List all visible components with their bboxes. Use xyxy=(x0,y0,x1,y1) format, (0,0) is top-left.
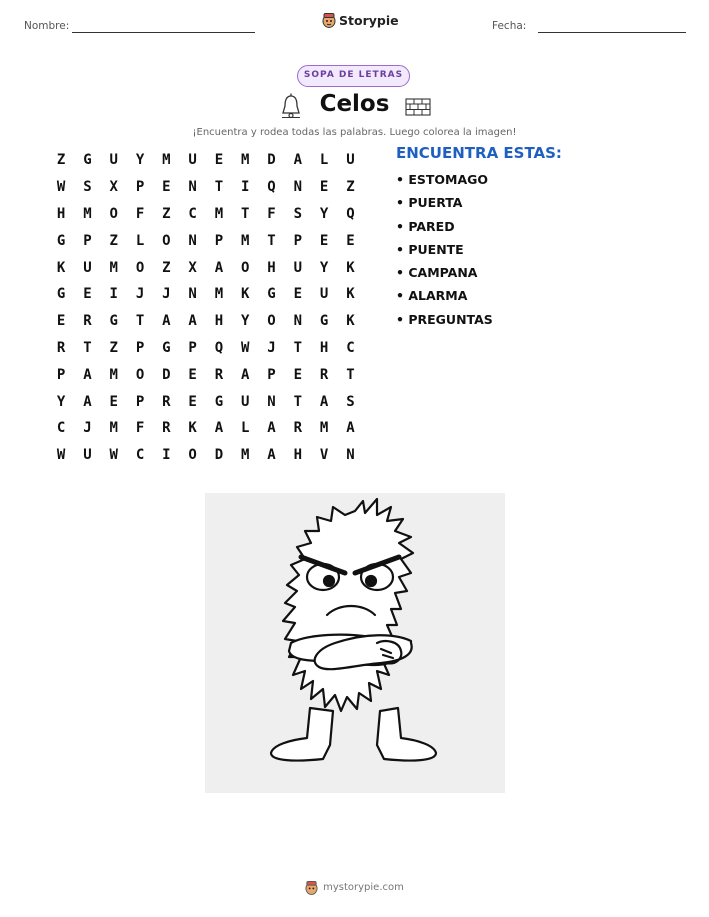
footer-url: mystorypie.com xyxy=(323,882,404,893)
grid-letter: G xyxy=(319,313,329,330)
grid-letter: N xyxy=(293,313,303,330)
grid-letter: S xyxy=(293,205,303,222)
grid-letter: A xyxy=(214,420,224,437)
grid-letter: R xyxy=(162,420,171,437)
grid-letter: O xyxy=(135,366,145,383)
grid-letter: M xyxy=(241,152,250,169)
grid-letter: W xyxy=(109,447,118,464)
grid-letter: S xyxy=(346,393,355,410)
grid-letter: H xyxy=(319,339,329,356)
word-item: • ESTOMAGO xyxy=(396,172,489,187)
grid-letter: Q xyxy=(267,179,276,196)
grid-letter: Q xyxy=(214,339,224,356)
word-item: • PARED xyxy=(396,218,455,234)
grid-letter: D xyxy=(162,366,171,383)
grid-row xyxy=(48,254,364,281)
grid-letter: P xyxy=(293,232,303,249)
grid-letter: O xyxy=(267,313,276,330)
grid-letter: T xyxy=(346,366,355,383)
grid-letter: K xyxy=(241,286,250,303)
storypie-logo-icon xyxy=(322,12,336,28)
grid-letter: Y xyxy=(319,205,329,222)
grid-row xyxy=(48,281,364,308)
grid-letter: H xyxy=(293,447,303,464)
grid-letter: P xyxy=(135,339,145,356)
grid-row xyxy=(48,388,364,415)
grid-letter: H xyxy=(214,313,224,330)
grid-letter: O xyxy=(109,205,118,222)
grid-letter: H xyxy=(56,205,66,222)
grid-letter: E xyxy=(319,179,329,196)
activity-badge: SOPA DE LETRAS xyxy=(297,65,410,87)
grid-letter: A xyxy=(188,313,197,330)
grid-letter: N xyxy=(188,232,197,249)
grid-letter: V xyxy=(319,447,329,464)
grid-letter: A xyxy=(214,259,224,276)
grid-letter: A xyxy=(267,447,276,464)
grid-letter: E xyxy=(293,286,303,303)
grid-row xyxy=(48,227,364,254)
grid-letter: G xyxy=(109,313,118,330)
grid-letter: T xyxy=(135,313,145,330)
grid-letter: C xyxy=(346,339,355,356)
grid-letter: M xyxy=(109,420,118,437)
grid-letter: U xyxy=(83,447,92,464)
grid-row xyxy=(48,308,364,335)
grid-letter: Y xyxy=(135,152,145,169)
grid-letter: M xyxy=(214,286,224,303)
name-line xyxy=(72,32,255,33)
grid-letter: Z xyxy=(109,232,118,249)
grid-letter: A xyxy=(319,393,329,410)
grid-letter: A xyxy=(267,420,276,437)
grid-letter: J xyxy=(162,286,171,303)
grid-row xyxy=(48,361,364,388)
grid-letter: J xyxy=(83,420,92,437)
grid-letter: N xyxy=(346,447,355,464)
grid-letter: K xyxy=(56,259,66,276)
grid-letter: J xyxy=(135,286,145,303)
grid-letter: W xyxy=(241,339,250,356)
grid-letter: P xyxy=(214,232,224,249)
grid-letter: K xyxy=(188,420,197,437)
grid-letter: A xyxy=(293,152,303,169)
grid-letter: G xyxy=(56,286,66,303)
brand xyxy=(322,12,399,28)
grid-letter: T xyxy=(293,339,303,356)
word-item: • PUERTA xyxy=(396,195,463,211)
grid-letter: Q xyxy=(346,205,355,222)
grid-letter: O xyxy=(135,259,145,276)
grid-letter: M xyxy=(241,447,250,464)
footer xyxy=(0,880,709,895)
grid-letter: M xyxy=(83,205,92,222)
grid-letter: E xyxy=(188,393,197,410)
grid-letter: N xyxy=(267,393,276,410)
grid-letter: M xyxy=(109,366,118,383)
word-item: • ALARMA xyxy=(396,288,468,304)
grid-letter: E xyxy=(162,179,171,196)
grid-letter: Z xyxy=(162,205,171,222)
grid-letter: E xyxy=(346,232,355,249)
grid-letter: G xyxy=(83,152,92,169)
brick-wall-icon xyxy=(405,98,431,116)
grid-letter: E xyxy=(214,152,224,169)
grid-letter: Y xyxy=(241,313,250,330)
grid-letter: M xyxy=(162,152,171,169)
grid-letter: P xyxy=(135,393,145,410)
grid-letter: W xyxy=(56,179,66,196)
grid-letter: U xyxy=(346,152,355,169)
word-list xyxy=(396,171,493,334)
grid-letter: P xyxy=(267,366,276,383)
grid-letter: X xyxy=(109,179,118,196)
grid-letter: R xyxy=(162,393,171,410)
grid-letter: F xyxy=(267,205,276,222)
word-item: • CAMPANA xyxy=(396,265,478,281)
coloring-picture xyxy=(205,493,505,793)
word-search-grid xyxy=(48,147,364,469)
grid-letter: T xyxy=(241,205,250,222)
grid-letter: E xyxy=(293,366,303,383)
grid-letter: T xyxy=(83,339,92,356)
grid-letter: I xyxy=(109,286,118,303)
grid-letter: P xyxy=(135,179,145,196)
grid-letter: O xyxy=(162,232,171,249)
grid-letter: S xyxy=(83,179,92,196)
grid-letter: G xyxy=(267,286,276,303)
grid-letter: R xyxy=(56,339,66,356)
grid-letter: H xyxy=(267,259,276,276)
grid-letter: Y xyxy=(319,259,329,276)
grid-letter: W xyxy=(56,447,66,464)
grid-letter: P xyxy=(188,339,197,356)
date-line xyxy=(538,32,686,33)
grid-letter: A xyxy=(346,420,355,437)
grid-letter: U xyxy=(188,152,197,169)
grid-letter: E xyxy=(56,313,66,330)
grid-letter: U xyxy=(83,259,92,276)
word-item: • PREGUNTAS xyxy=(396,311,493,327)
grid-letter: U xyxy=(109,152,118,169)
grid-letter: Z xyxy=(346,179,355,196)
grid-row xyxy=(48,174,364,201)
grid-row xyxy=(48,335,364,362)
grid-letter: N xyxy=(188,286,197,303)
grid-letter: Y xyxy=(56,393,66,410)
grid-letter: N xyxy=(188,179,197,196)
date-label: Fecha: xyxy=(492,20,527,32)
grid-letter: A xyxy=(83,393,92,410)
grid-letter: K xyxy=(346,286,355,303)
grid-row xyxy=(48,147,364,174)
grid-letter: E xyxy=(319,232,329,249)
grid-letter: L xyxy=(135,232,145,249)
grid-letter: I xyxy=(241,179,250,196)
grid-letter: T xyxy=(214,179,224,196)
grid-letter: U xyxy=(241,393,250,410)
grid-letter: Z xyxy=(162,259,171,276)
storypie-logo-icon xyxy=(305,880,318,895)
brand-name: Storypie xyxy=(339,12,399,28)
grid-letter: L xyxy=(319,152,329,169)
grid-letter: I xyxy=(162,447,171,464)
grid-letter: M xyxy=(319,420,329,437)
grid-letter: A xyxy=(83,366,92,383)
grid-letter: F xyxy=(135,205,145,222)
grid-letter: K xyxy=(346,259,355,276)
grid-letter: E xyxy=(109,393,118,410)
name-label: Nombre: xyxy=(24,20,70,32)
grid-letter: K xyxy=(346,313,355,330)
grid-letter: O xyxy=(188,447,197,464)
grid-letter: C xyxy=(135,447,145,464)
grid-letter: G xyxy=(162,339,171,356)
grid-letter: P xyxy=(56,366,66,383)
word-item: • PUENTE xyxy=(396,241,464,257)
page-title: Celos xyxy=(319,91,390,117)
grid-letter: C xyxy=(56,420,66,437)
grid-letter: M xyxy=(214,205,224,222)
word-list-title: ENCUENTRA ESTAS: xyxy=(396,144,562,162)
grid-letter: A xyxy=(162,313,171,330)
grid-letter: C xyxy=(188,205,197,222)
grid-letter: M xyxy=(109,259,118,276)
grid-letter: T xyxy=(267,232,276,249)
instructions: ¡Encuentra y rodea todas las palabras. Luego colorea la imagen! xyxy=(192,127,517,138)
grid-letter: Z xyxy=(56,152,66,169)
grid-letter: U xyxy=(293,259,303,276)
grid-letter: A xyxy=(241,366,250,383)
grid-letter: R xyxy=(214,366,224,383)
grid-letter: E xyxy=(83,286,92,303)
grid-letter: G xyxy=(214,393,224,410)
grumpy-monster-illustration xyxy=(205,493,505,793)
grid-letter: Z xyxy=(109,339,118,356)
grid-letter: U xyxy=(319,286,329,303)
grid-letter: R xyxy=(293,420,303,437)
grid-letter: J xyxy=(267,339,276,356)
grid-letter: N xyxy=(293,179,303,196)
grid-letter: M xyxy=(241,232,250,249)
grid-letter: F xyxy=(135,420,145,437)
grid-letter: G xyxy=(56,232,66,249)
grid-letter: D xyxy=(267,152,276,169)
grid-letter: R xyxy=(319,366,329,383)
grid-row xyxy=(48,415,364,442)
grid-letter: T xyxy=(293,393,303,410)
grid-row xyxy=(48,201,364,228)
grid-letter: P xyxy=(83,232,92,249)
grid-letter: D xyxy=(214,447,224,464)
grid-row xyxy=(48,442,364,469)
grid-letter: O xyxy=(241,259,250,276)
grid-letter: X xyxy=(188,259,197,276)
grid-letter: R xyxy=(83,313,92,330)
grid-letter: E xyxy=(188,366,197,383)
grid-letter: L xyxy=(241,420,250,437)
